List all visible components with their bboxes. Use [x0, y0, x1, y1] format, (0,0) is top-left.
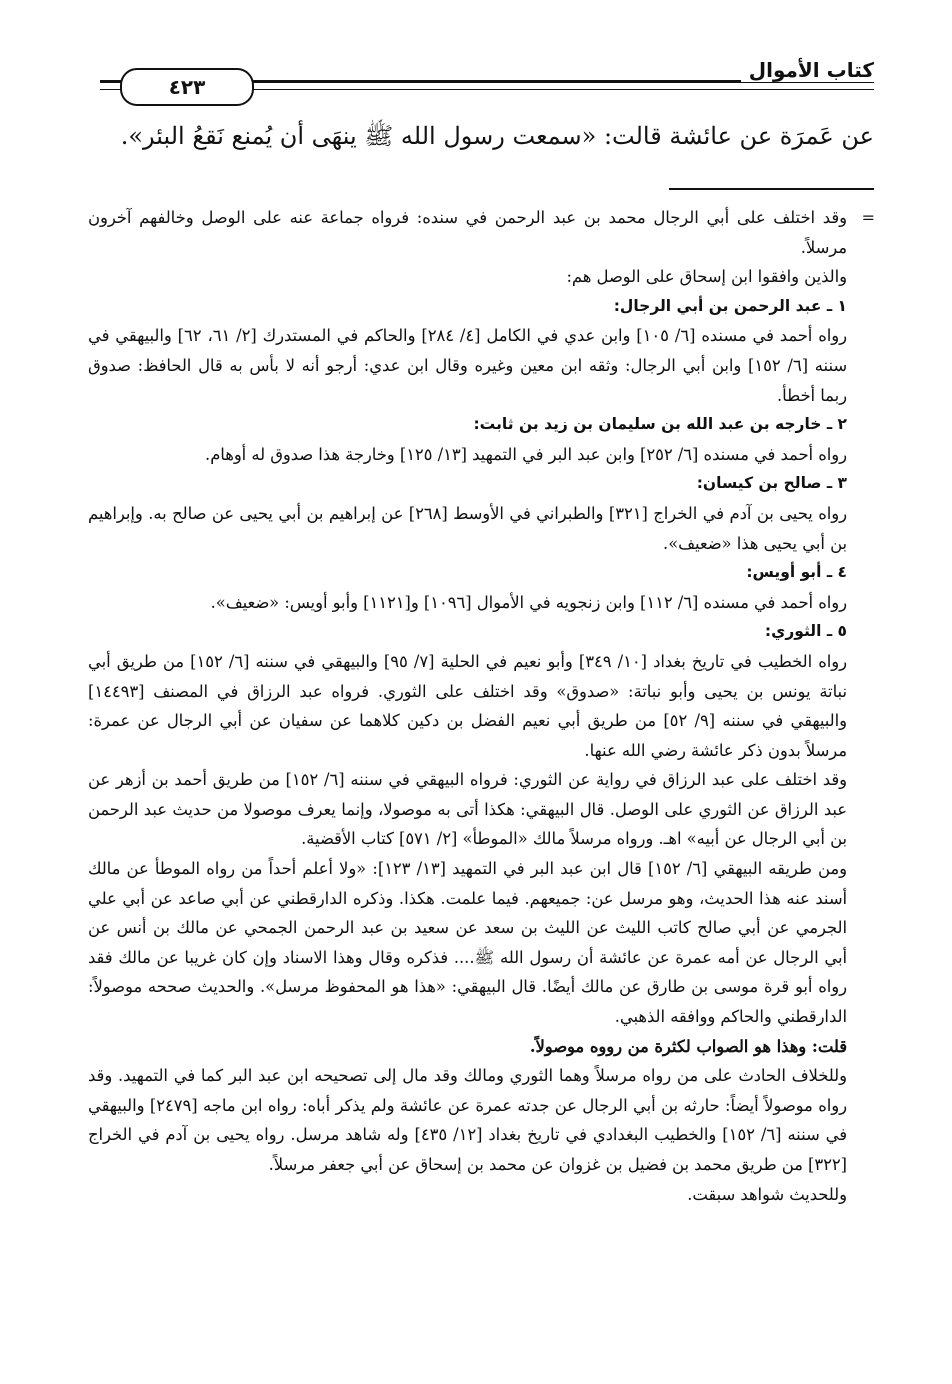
page-number: ٤٢٣ [120, 68, 254, 106]
narrator-heading: ٢ ـ خارجه بن عبد الله بن سليمان بن زيد بن ثابت: [473, 415, 847, 434]
footnote-paragraph: ومن طريقه البيهقي [٦/ ١٥٢] قال ابن عبد البر في التمهيد [١٣/ ١٢٣]: «ولا أعلم أحداً من رواه الموطأ عن مالك أسند عنه هذا الحديث، وهو مرسل عن: جميعهم. فيما علمت. هكذا. وذكره الدارقطني عن أبي صاعد عن أبي علي الجرمي عن أبي صالح كاتب الليث عن الليث بن سعد عن سعيد بن عبد الرحمن الجمحي عن مالك بن أنس عن أبي الرجال عن أمه عمرة عن عائشة أن رسول الله ﷺ.... فذكره وقال وهذا الاسناد وإن كان غريبا عن مالك فقد رواه أبو قرة موسى بن طارق عن مالك أيضًا. قال البيهقي: «هذا هو المحفوظ مرسل». والحديث صححه موصولاً: الدارقطني والحاكم ووافقه الذهبي. [88, 859, 848, 1027]
book-title: كتاب الأموال [741, 58, 874, 82]
page-header [100, 58, 874, 112]
footnote-paragraph: وللخلاف الحادث على من رواه مرسلاً وهما الثوري ومالك وقد مال إلى تصحيحه ابن عبد البر كما في التمهيد. وقد رواه موصولاً أيضاً: حارثه بن أبي الرجال عن جدته عمرة عن عائشة ولم يذكر أباه: رواه ابن ماجه [٢٤٧٩] والبيهقي في سننه [٦/ ١٥٢] والخطيب البغدادي في تاريخ بغداد [١٢/ ٤٣٥] وله شاهد مرسل. رواه يحيى بن آدم في الخراج [٣٢٢] من طريق محمد بن فضيل بن غزوان عن محمد بن إسحاق عن أبي جعفر مرسلاً. [88, 1066, 847, 1174]
footnote-paragraph: والذين وافقوا ابن إسحاق على الوصل هم: [566, 267, 847, 287]
footnote-paragraph: رواه أحمد في مسنده [٦/ ٢٥٢] وابن عبد البر في التمهيد [١٣/ ١٢٥] وخارجة هذا صدوق له أوهام. [205, 444, 847, 464]
narrator-heading: ١ ـ عبد الرحمن بن أبي الرجال: [613, 296, 847, 315]
continuation-mark: = [861, 208, 875, 227]
hadith-text: عن عَمرَة عن عائشة قالت: «سمعت رسول الله ﷺ ينهَى أن يُمنع نَقعُ البئر». [120, 122, 874, 150]
author-note: قلت: وهذا هو الصواب لكثرة من رووه موصولاً. [529, 1036, 847, 1056]
narrator-heading: ٣ ـ صالح بن كيسان: [696, 474, 847, 493]
footnote-paragraph: وقد اختلف على أبي الرجال محمد بن عبد الرحمن في سنده: فرواه جماعة عنه على الوصل وخالفهم آخرون مرسلاً. [88, 208, 847, 257]
footnote-paragraph: وقد اختلف على عبد الرزاق في رواية عن الثوري: فرواه البيهقي في سننه [٦/ ١٥٢] من طريق أحمد بن أزهر عن عبد الرزاق عن الثوري على الوصل. قال البيهقي: هكذا أتى به موصولا، وإنما يعرف موصولا من حديث عبد الرحمن بن أبي الرجال عن أبيه» اهـ. ورواه مرسلاً مالك «الموطأ» [٢/ ٥٧١] كتاب الأقضية. [88, 770, 847, 849]
footnotes [88, 203, 875, 1209]
footnote-paragraph: رواه يحيى بن آدم في الخراج [٣٢١] والطبراني في الأوسط [٢٦٨] عن إبراهيم بن أبي يحيى عن صالح به. وإبراهيم بن أبي يحيى هذا «ضعيف». [88, 503, 847, 553]
footnote-paragraph: رواه أحمد في مسنده [٦/ ١١٢] وابن زنجويه في الأموال [١٠٩٦] و[١١٢١] وأبو أويس: «ضعيف». [210, 592, 847, 612]
narrator-heading: ٤ ـ أبو أويس: [746, 563, 847, 582]
footnote-paragraph: رواه أحمد في مسنده [٦/ ١٠٥] وابن عدي في الكامل [٤/ ٢٨٤] والحاكم في المستدرك [٢/ ٦١، ٦٢] والبيهقي في سننه [٦/ ١٥٢] وابن أبي الرجال: وثقه ابن معين وغيره وقال ابن عدي: أرجو أنه لا بأس به قال الحافظ: صدوق ربما أخطأ. [88, 326, 848, 405]
footnote-paragraph: وللحديث شواهد سبقت. [687, 1184, 847, 1204]
narrator-heading: ٥ ـ الثوري: [764, 622, 847, 641]
footnote-separator [669, 188, 874, 190]
footnote-paragraph: رواه الخطيب في تاريخ بغداد [١٠/ ٣٤٩] وأبو نعيم في الحلية [٧/ ٩٥] والبيهقي في سننه [٦/ ١٥٢] من طريق أبي نباتة يونس بن يحيى وأبو نباتة: «صدوق» وقد اختلف على الثوري. فرواه عبد الرزاق في المصنف [١٤٤٩٣] والبيهقي في سننه [٩/ ٥٢] من طريق أبي نعيم الفضل بن دكين كلاهما عن سفيان عن أبي الرجال عن عمرة: مرسلاً بدون ذكر عائشة رضي الله عنها. [88, 651, 847, 760]
